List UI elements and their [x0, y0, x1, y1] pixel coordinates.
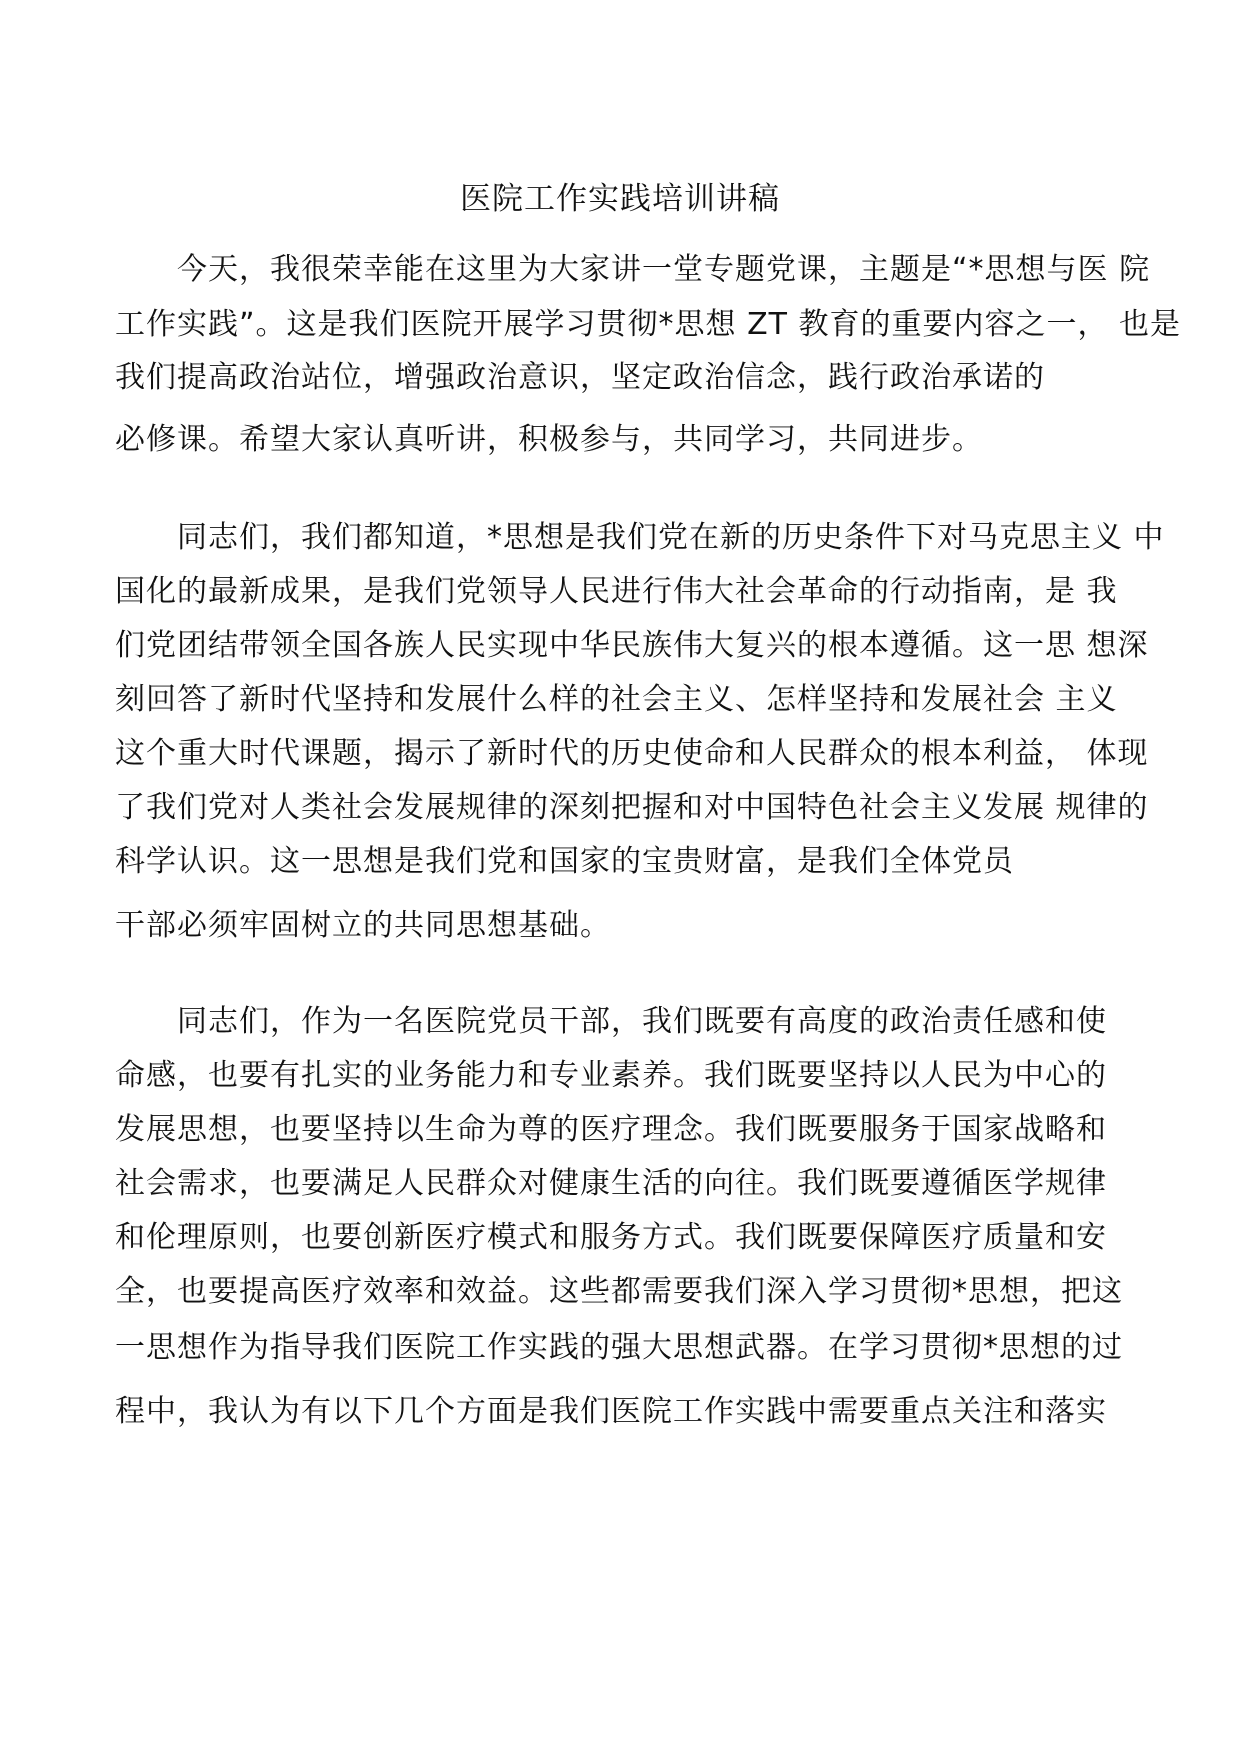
paragraph-line: 工作实践”。这是我们医院开展学习贯彻*思想 ZT 教育的重要内容之一， 也是	[115, 307, 1182, 342]
paragraph-line: 同志们，我们都知道，*思想是我们党在新的历史条件下对马克思主义 中	[115, 520, 1165, 555]
document-title: 医院工作实践培训讲稿	[460, 181, 780, 217]
paragraph-line: 发展思想，也要坚持以生命为尊的医疗理念。我们既要服务于国家战略和	[115, 1112, 1107, 1147]
paragraph-line: 了我们党对人类社会发展规律的深刻把握和对中国特色社会主义发展 规律的	[115, 790, 1149, 825]
paragraph-line: 科学认识。这一思想是我们党和国家的宝贵财富，是我们全体党员	[115, 844, 1014, 879]
paragraph-line: 命感，也要有扎实的业务能力和专业素养。我们既要坚持以人民为中心的	[115, 1058, 1107, 1093]
paragraph-line: 们党团结带领全国各族人民实现中华民族伟大复兴的根本遵循。这一思 想深	[115, 628, 1149, 663]
paragraph-line: 我们提高政治站位，增强政治意识，坚定政治信念，践行政治承诺的	[115, 360, 1045, 395]
paragraph-line: 必修课。希望大家认真听讲，积极参与，共同学习，共同进步。	[115, 422, 983, 457]
paragraph-line: 程中，我认为有以下几个方面是我们医院工作实践中需要重点关注和落实	[115, 1394, 1107, 1429]
paragraph-line: 和伦理原则，也要创新医疗模式和服务方式。我们既要保障医疗质量和安	[115, 1220, 1107, 1255]
paragraph-line: 一思想作为指导我们医院工作实践的强大思想武器。在学习贯彻*思想的过	[115, 1330, 1123, 1365]
paragraph-line: 刻回答了新时代坚持和发展什么样的社会主义、怎样坚持和发展社会 主义	[115, 682, 1118, 717]
paragraph-line: 干部必须牢固树立的共同思想基础。	[115, 908, 611, 943]
paragraph-line: 全，也要提高医疗效率和效益。这些都需要我们深入学习贯彻*思想，把这	[115, 1274, 1123, 1309]
paragraph-line: 国化的最新成果，是我们党领导人民进行伟大社会革命的行动指南，是 我	[115, 574, 1118, 609]
paragraph-line: 社会需求，也要满足人民群众对健康生活的向往。我们既要遵循医学规律	[115, 1166, 1107, 1201]
paragraph-line: 这个重大时代课题，揭示了新时代的历史使命和人民群众的根本利益， 体现	[115, 736, 1149, 771]
paragraph-line: 同志们，作为一名医院党员干部，我们既要有高度的政治责任感和使	[115, 1004, 1107, 1039]
paragraph-line: 今天，我很荣幸能在这里为大家讲一堂专题党课，主题是“*思想与医 院	[115, 252, 1151, 287]
